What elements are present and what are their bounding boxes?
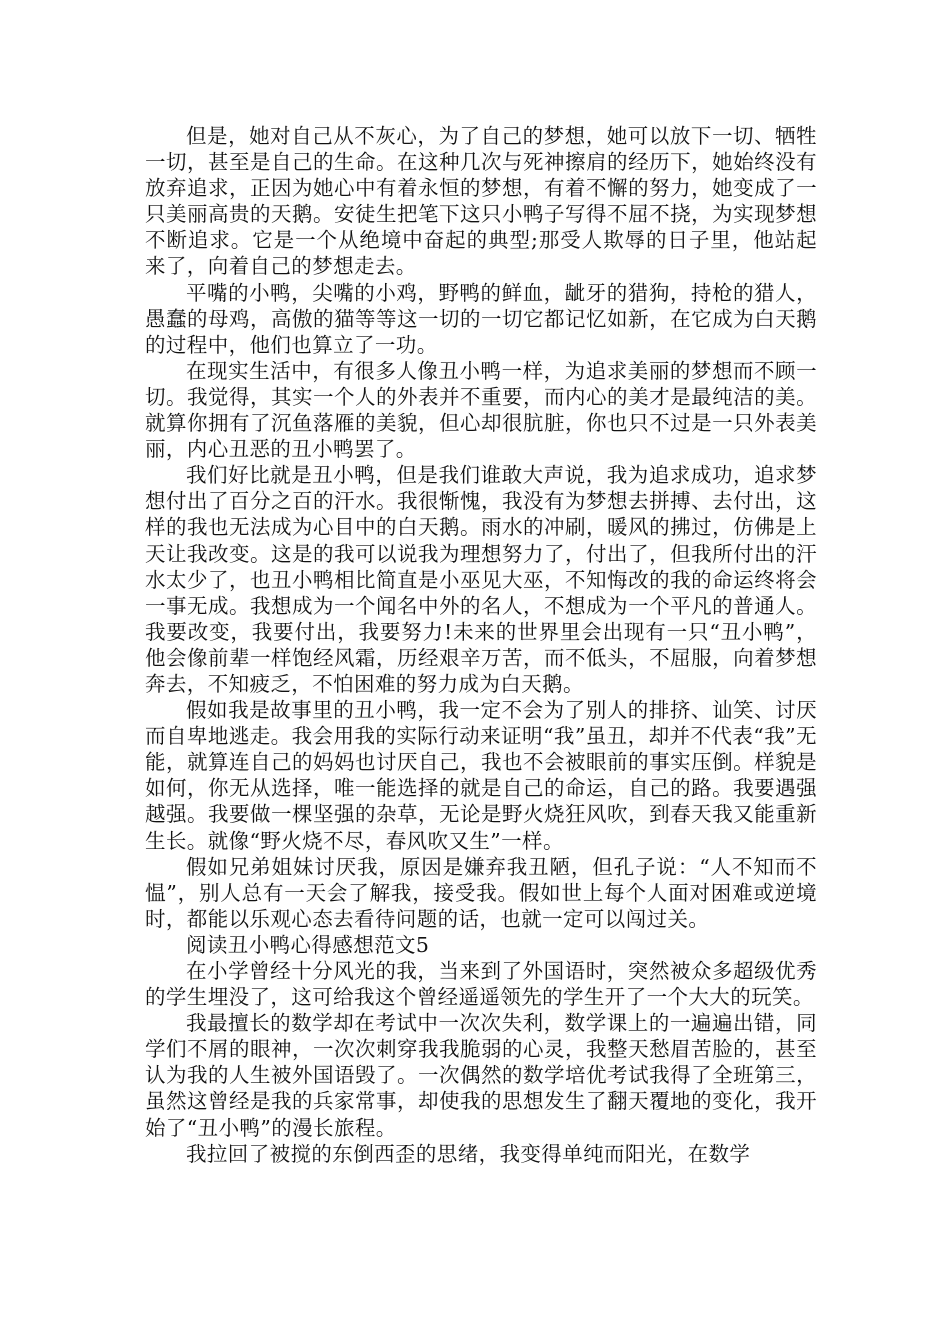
section-heading: 阅读丑小鸭心得感想范文5 [186,932,430,957]
paragraph: 但是，她对自己从不灰心，为了自己的梦想，她可以放下一切、牺牲一切，甚至是自己的生命。在这种几次与死神擦肩的经历下，她始终没有放弃追求，正因为她心中有着永恒的梦想，有着不懈的努力，她变成了一只美丽高贵的天鹅。安徒生把笔下这只小鸭子写得不屈不挠，为实现梦想不断追求。它是一个从绝境中奋起的典型;那受人欺辱的日子里，他站起来了，向着自己的梦想走去。 [145,124,817,279]
paragraph: 假如兄弟姐妹讨厌我，原因是嫌弃我丑陋，但孔子说：“人不知而不愠”，别人总有一天会了解我，接受我。假如世上每个人面对困难或逆境时，都能以乐观心态去看待问题的话，也就一定可以闯过关。 [145,854,817,931]
paragraph: 平嘴的小鸭，尖嘴的小鸡，野鸭的鲜血，龇牙的猎狗，持枪的猎人，愚蠢的母鸡，高傲的猫等等这一切的一切它都记忆如新，在它成为白天鹅的过程中，他们也算立了一功。 [145,280,817,357]
paragraph: 在小学曾经十分风光的我，当来到了外国语时，突然被众多超级优秀的学生埋没了，这可给我这个曾经遥遥领先的学生开了一个大大的玩笑。 [145,959,817,1010]
paragraph: 我最擅长的数学却在考试中一次次失利，数学课上的一遍遍出错，同学们不屑的眼神，一次次刺穿我我脆弱的心灵，我整天愁眉苦脸的，甚至认为我的人生被外国语毁了。一次偶然的数学培优考试我得了全班第三，虽然这曾经是我的兵家常事，却使我的思想发生了翻天覆地的变化，我开始了“丑小鸭”的漫长旅程。 [145,1011,817,1140]
paragraph: 我们好比就是丑小鸭，但是我们谁敢大声说，我为追求成功，追求梦想付出了百分之百的汗水。我很惭愧，我没有为梦想去拼搏、去付出，这样的我也无法成为心目中的白天鹅。雨水的冲刷，暖风的拂过，仿佛是上天让我改变。这是的我可以说我为理想努力了，付出了，但我所付出的汗水太少了，也丑小鸭相比简直是小巫见大巫，不知悔改的我的命运终将会一事无成。我想成为一个闻名中外的名人，不想成为一个平凡的普通人。我要改变，我要付出，我要努力!未来的世界里会出现有一只“丑小鸭”，他会像前辈一样饱经风霜，历经艰辛万苦，而不低头，不屈服，向着梦想奔去，不知疲乏，不怕困难的努力成为白天鹅。 [145,463,817,696]
paragraph: 在现实生活中，有很多人像丑小鸭一样，为追求美丽的梦想而不顾一切。我觉得，其实一个人的外表并不重要，而内心的美才是最纯洁的美。就算你拥有了沉鱼落雁的美貌，但心却很肮脏，你也只不过是一只外表美丽，内心丑恶的丑小鸭罢了。 [145,358,817,462]
document-body [145,123,817,1167]
paragraph: 假如我是故事里的丑小鸭，我一定不会为了别人的排挤、讪笑、讨厌而自卑地逃走。我会用我的实际行动来证明“我”虽丑，却并不代表“我”无能，就算连自己的妈妈也讨厌自己，我也不会被眼前的事实压倒。样貌是如何，你无从选择，唯一能选择的就是自己的命运，自己的路。我要遇强越强。我要做一棵坚强的杂草，无论是野火烧狂风吹，到春天我又能重新生长。就像“野火烧不尽，春风吹又生”一样。 [145,698,817,853]
paragraph: 我拉回了被搅的东倒西歪的思绪，我变得单纯而阳光，在数学 [186,1141,751,1166]
